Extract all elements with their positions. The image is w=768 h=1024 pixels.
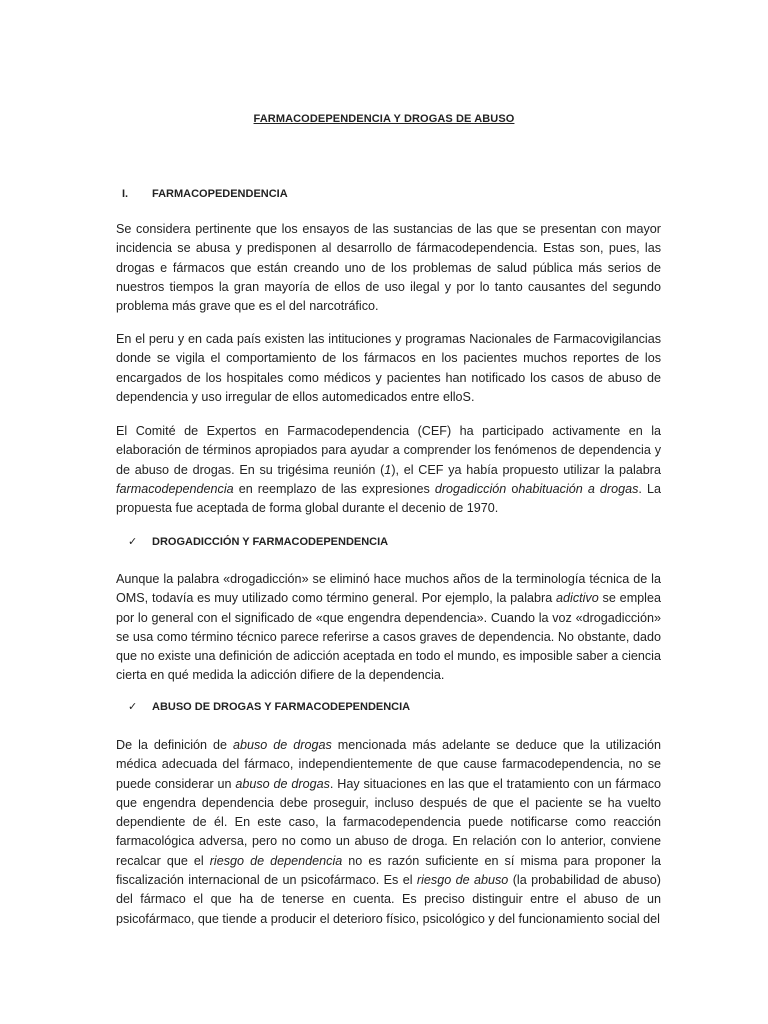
term-habituacion: habituación a drogas [518,481,639,496]
term-adictivo: adictivo [556,591,599,606]
paragraph-4 [116,570,661,686]
document-title: FARMACODEPENDENCIA Y DROGAS DE ABUSO [253,113,515,125]
section-heading-1 [122,188,288,200]
paragraph-5-text-d: no es razón suficiente en sí misma para proponer la fiscalización internacional de un psicofármaco. Es el [116,853,661,888]
term-riesgo-de-dependencia: riesgo de dependencia [209,853,343,868]
paragraph-3-text-d: o [506,481,519,496]
section-number: I. [122,188,129,200]
section-title: FARMACOPEDENDENCIA [152,188,288,200]
paragraph-5-text-b: mencionada más adelante se deduce que la utilización médica adecuada del fármaco, independientemente de que cause farmacodependencia, no se puede considerar un [116,738,661,791]
term-riesgo-de-abuso: riesgo de abuso [416,873,509,888]
paragraph-3-text-a: El Comité de Expertos en Farmacodependencia (CEF) ha participado activamente en la elaboración de términos apropiados para ayudar a comprender los fenómenos de dependencia y de abuso de drogas. En su trigésima reunión ( [116,424,661,477]
subheading-abuso [128,700,410,713]
checkmark-icon: ✓ [128,536,138,548]
paragraph-3-text-e: . La propuesta fue aceptada de forma global durante el decenio de 1970. [116,481,661,516]
paragraph-2: En el peru y en cada país existen las intituciones y programas Nacionales de Farmacovigilancias donde se vigila el comportamiento de los fármacos en los pacientes muchos reportes de los encargados de los hospitales como médicos y pacientes han notificado los casos de abuso de dependencia y uso irregular de ellos automedicados entre elloS. [116,332,661,404]
reference-number: 1 [384,462,392,477]
term-abuso-de-drogas: abuso de drogas [233,738,332,752]
term-drogadiccion: drogadicción [434,481,507,496]
paragraph-5-text-a: De la definición de [116,738,233,752]
paragraph-3-text-b: ), el CEF ya había propuesto utilizar la palabra [391,462,661,477]
paragraph-4-text-a: Aunque la palabra «drogadicción» se eliminó hace muchos años de la terminología técnica de la OMS, todavía es muy utilizado como término general. Por ejemplo, la palabra [116,572,661,606]
paragraph-5-text-e: (la probabilidad de abuso) del fármaco el que ha de tenerse en cuenta. Es preciso distinguir entre el abuso de un psicofármaco, que tiende a producir el deterioro físico, psicológico y del funcionamiento social del [116,873,661,926]
term-abuso-de-drogas-2: abuso de drogas [235,776,330,791]
subheading-title: ABUSO DE DROGAS Y FARMACODEPENDENCIA [152,701,411,713]
paragraph-1: Se considera pertinente que los ensayos de las sustancias de las que se presentan con mayor incidencia se abusa y predisponen al desarrollo de fármacodependencia. Estas son, pues, las drogas e fármacos que están creando uno de los problemas de salud pública más serios de nuestros tiempos la gran mayoría de ellos de uso ilegal y por lo tanto causantes del segundo problema más grave que es el del narcotráfico. [116,222,661,314]
subheading-title: DROGADICCIÓN Y FARMACODEPENDENCIA [152,536,389,548]
paragraph-5-text-c: . Hay situaciones en las que el tratamiento con un fármaco que engendra dependencia debe proseguir, incluso después de que el paciente se ha vuelto dependiente de él. En este caso, la farmacodependencia puede notificarse como reacción farmacológica adversa, pero no como un abuso de droga. En relación con lo anterior, conviene recalcar que el [116,776,662,868]
term-farmacodependencia: farmacodependencia [116,481,234,496]
subheading-drogadiccion [128,535,388,548]
checkmark-icon: ✓ [128,701,138,713]
paragraph-5 [116,736,661,929]
paragraph-3 [116,422,661,518]
paragraph-3-text-c: en reemplazo de las expresiones [233,481,435,496]
paragraph-4-text-b: se emplea por lo general con el significado de «que engendra dependencia». Cuando la voz «drogadicción» se usa como término técnico parece referirse a casos graves de dependencia. No obstante, dado que no existe una definición de adicción aceptada en todo el mundo, es imposible saber a ciencia cierta en qué medida la adicción difiere de la dependencia. [116,591,661,683]
